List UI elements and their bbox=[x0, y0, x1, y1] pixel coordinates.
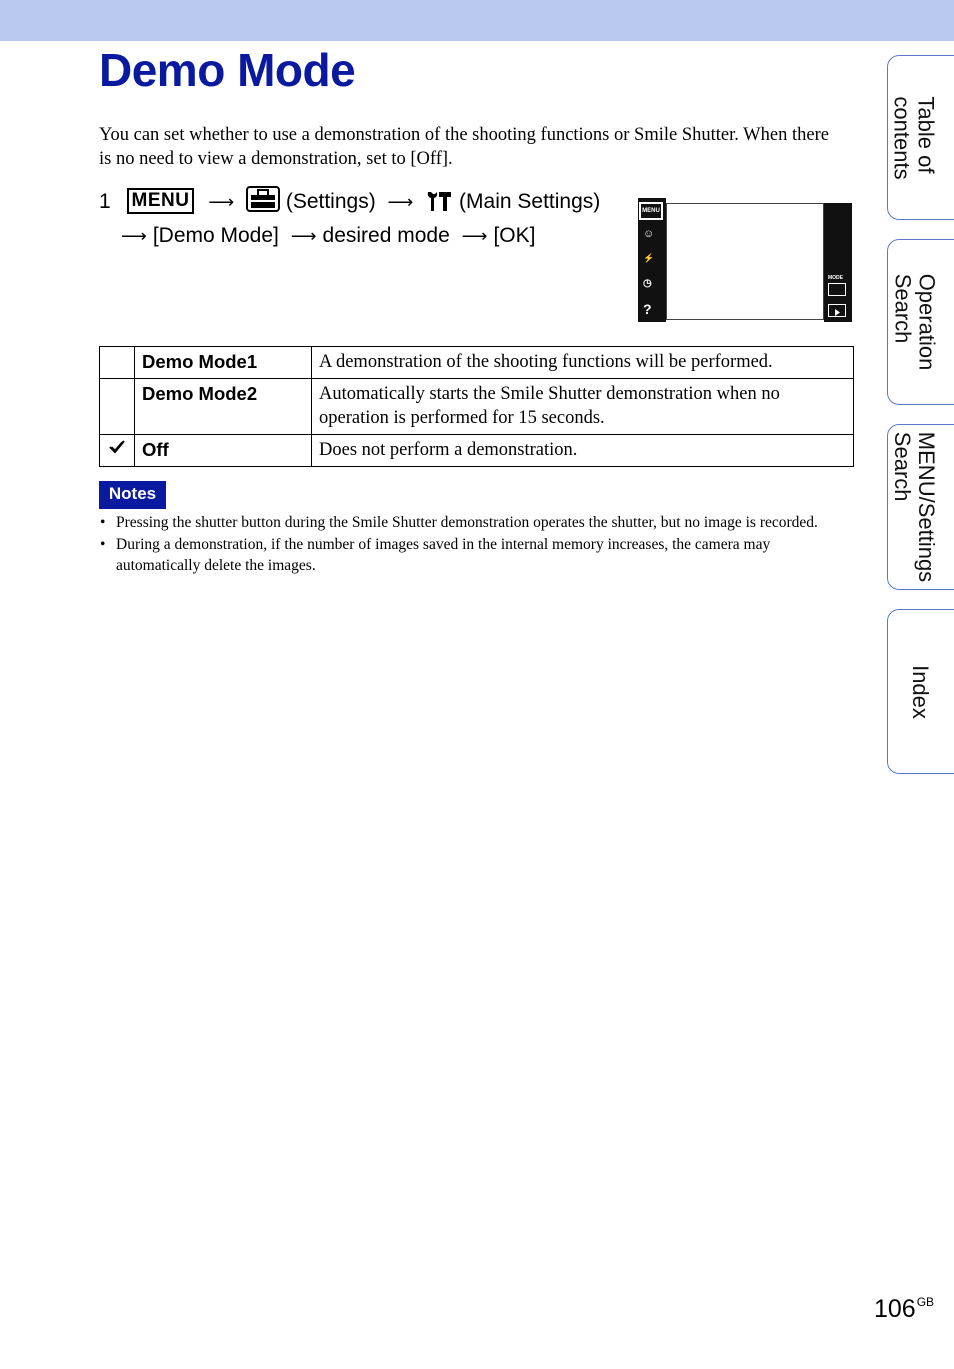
camera-screen-illustration bbox=[638, 198, 852, 322]
arrow-icon: ⟶ bbox=[387, 192, 414, 212]
tab-label: MENU/Settings Search bbox=[890, 431, 940, 583]
tab-index[interactable] bbox=[887, 609, 954, 774]
default-checkmark-icon bbox=[108, 439, 126, 455]
check-cell bbox=[100, 435, 135, 467]
page-title: Demo Mode bbox=[99, 44, 356, 96]
notes-badge: Notes bbox=[99, 481, 166, 509]
wrench-main-settings-icon bbox=[425, 188, 453, 221]
tab-label: Operation Search bbox=[890, 273, 939, 371]
check-cell bbox=[100, 379, 135, 435]
main-settings-label: (Main Settings) bbox=[459, 190, 601, 213]
playback-icon bbox=[828, 304, 846, 317]
table-row bbox=[100, 379, 854, 435]
mode-name: Demo Mode1 bbox=[135, 347, 312, 379]
mode-description: Does not perform a demonstration. bbox=[312, 435, 854, 467]
page-number bbox=[874, 1287, 934, 1324]
arrow-icon: ⟶ bbox=[208, 192, 235, 212]
tab-operation-search[interactable] bbox=[887, 239, 954, 405]
camera-right-panel bbox=[824, 203, 852, 322]
desired-mode-label: desired mode bbox=[322, 224, 450, 247]
tab-menu-settings-search[interactable] bbox=[887, 424, 954, 590]
intro-paragraph: You can set whether to use a demonstration of the shooting functions or Smile Shutter. When there is no need to view a demonstration, set to [Off]. bbox=[99, 125, 829, 169]
tab-label: Table of contents bbox=[889, 95, 939, 180]
smile-icon: ☺ bbox=[643, 228, 655, 240]
menu-button-icon: MENU bbox=[127, 188, 195, 214]
check-cell bbox=[100, 347, 135, 379]
notes-list bbox=[99, 512, 854, 577]
demo-mode-label: [Demo Mode] bbox=[152, 224, 279, 247]
table-row bbox=[100, 435, 854, 467]
settings-label: (Settings) bbox=[285, 190, 376, 213]
mode-name: Off bbox=[135, 435, 312, 467]
page-number-suffix: GB bbox=[916, 1295, 935, 1309]
tab-table-of-contents[interactable] bbox=[887, 55, 954, 220]
table-row bbox=[100, 347, 854, 379]
tab-label: Index bbox=[907, 664, 933, 719]
step-number: 1 bbox=[99, 190, 111, 213]
self-timer-icon: ◷ bbox=[643, 278, 652, 289]
arrow-icon: ⟶ bbox=[290, 226, 317, 246]
camera-display bbox=[666, 203, 824, 320]
demo-mode-table bbox=[99, 346, 854, 467]
arrow-icon: ⟶ bbox=[121, 226, 147, 246]
mode-name: Demo Mode2 bbox=[135, 379, 312, 435]
procedure-step bbox=[99, 186, 619, 251]
top-header-bar bbox=[0, 0, 954, 41]
page-number-value: 106 bbox=[874, 1295, 916, 1323]
arrow-icon: ⟶ bbox=[461, 226, 488, 246]
list-item: • During a demonstration, if the number of images saved in the internal memory increases, the camera may automatically delete the images. bbox=[99, 534, 854, 576]
mode-description: Automatically starts the Smile Shutter demonstration when no operation is performed for 15 seconds. bbox=[312, 379, 854, 435]
list-item: • Pressing the shutter button during the Smile Shutter demonstration operates the shutter, but no image is recorded. bbox=[99, 512, 854, 533]
camera-menu-icon: MENU bbox=[639, 202, 663, 220]
flash-auto-icon: ⚡ bbox=[643, 253, 655, 263]
mode-description: A demonstration of the shooting functions will be performed. bbox=[312, 347, 854, 379]
camera-left-panel bbox=[638, 198, 666, 322]
toolbox-settings-icon bbox=[246, 186, 280, 221]
ok-label: [OK] bbox=[493, 224, 536, 247]
camera-mode-icon bbox=[828, 283, 846, 296]
mode-label: MODE bbox=[828, 275, 843, 281]
help-icon: ? bbox=[643, 301, 652, 317]
